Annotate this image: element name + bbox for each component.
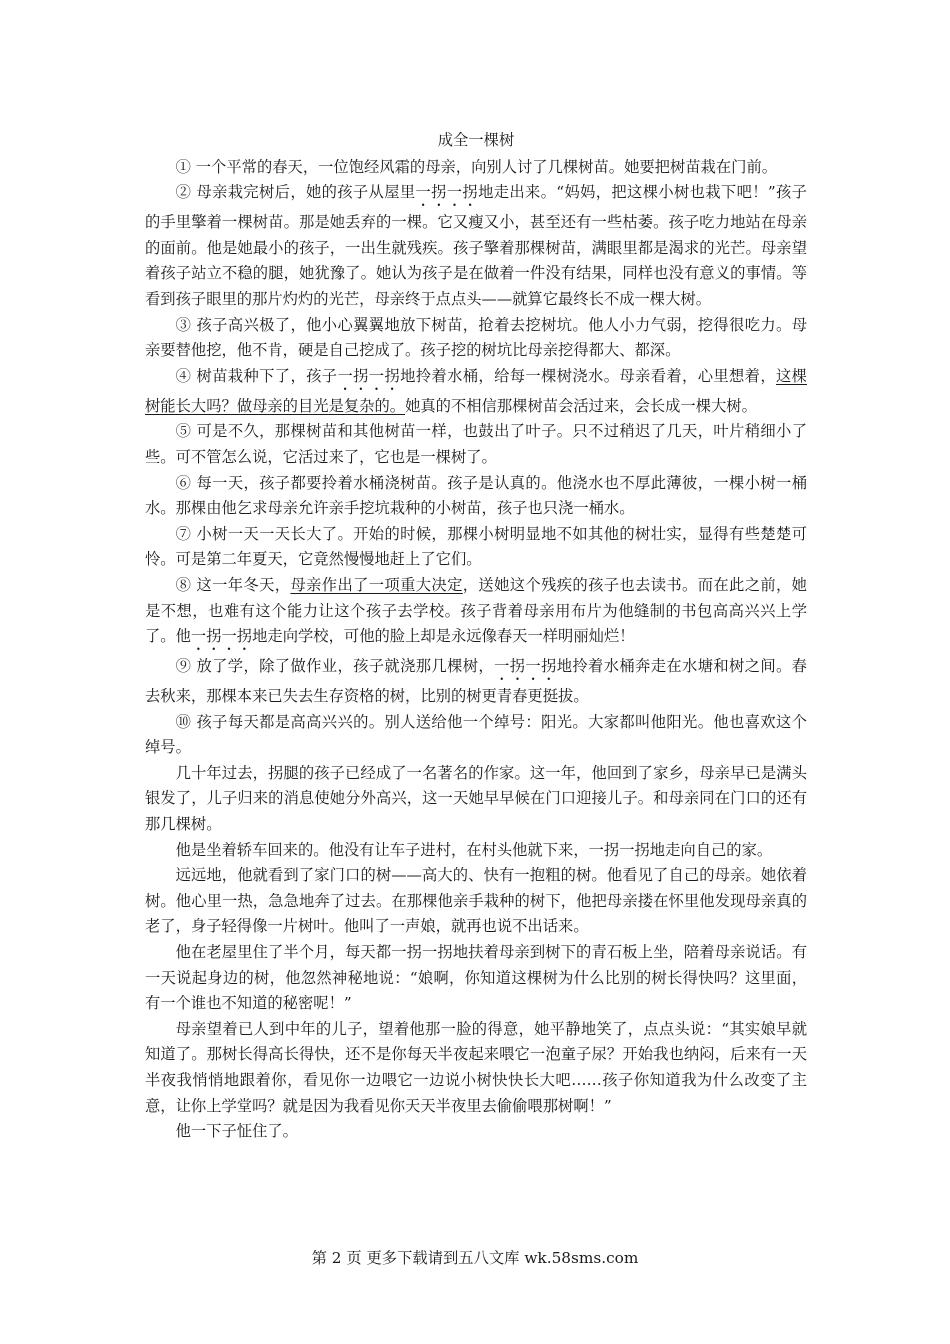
text-segment: 地拎着水桶奔走在水塘和树之间。春去秋来，那棵本来已失去生存资格的树，比别的树更青春更挺拔。: [145, 657, 807, 706]
paragraph: [145, 940, 807, 1017]
text-segment: ③ 孩子高兴极了，他小心翼翼地放下树苗，抢着去挖树坑。他人小力气弱，挖得很吃力。母亲要替他挖，他不肯，硬是自己挖成了。孩子挖的树坑比母亲挖得都大、都深。: [145, 315, 807, 360]
underlined-text: 这棵树能长大吗？做母亲的目光是复杂的。: [145, 366, 807, 415]
text-segment: 他是坐着轿车回来的。他没有让车子进村，在村头他就下来，一拐一拐地走向自己的家。: [175, 840, 773, 859]
text-segment: ⑤ 可是不久，那棵树苗和其他树苗一样，也鼓出了叶子。只不过稍迟了几天，叶片稍细小了些。可不管怎么说，它活过来了，它也是一棵树了。: [145, 422, 807, 466]
text-segment: 地拎着水桶，给每一棵树浇水。母亲看着，心里想着，: [400, 366, 777, 385]
page-footer: 第 2 页 更多下载请到五八文库 wk.58sms.com: [311, 1249, 639, 1267]
text-segment: 远远地，他就看到了家门口的树——高大的、快有一抱粗的树。他看见了自己的母亲。她依着树。他心里一热，急急地奔了过去。在那棵他亲手栽种的树下，他把母亲搂在怀里他发现母亲真的老了，身子轻得像一片树叶。他叫了一声娘，就再也说不出话来。: [145, 866, 807, 936]
paragraph: [145, 710, 807, 761]
text-segment: ① 一个平常的春天，一位饱经风霜的母亲，向别人讨了几棵树苗。她要把树苗栽在门前。: [175, 157, 778, 176]
text-segment: ⑥ 每一天，孩子都要拎着水桶浇树苗。孩子是认真的。他浇水也不厚此薄彼，一棵小树一桶水。那棵由他乞求母亲允许亲手挖坑栽种的小树苗，孩子也只浇一桶水。: [145, 473, 807, 518]
paragraph: [145, 838, 807, 864]
underlined-text: 母亲作出了一项重大决定: [290, 575, 463, 594]
text-segment: ⑧ 这一年冬天，: [175, 575, 291, 594]
paragraph: [145, 364, 807, 420]
text-segment: 她真的不相信那棵树苗会活过来，会长成一棵大树。: [405, 396, 757, 415]
paragraph: [145, 522, 807, 573]
document-title: 成全一棵树: [437, 131, 515, 149]
emphasis-dot-text: 一拐一拐: [337, 366, 401, 385]
text-segment: ，送她这个残疾的孩子也去读书。而在此之前，她是不想，也难有这个能力让这个孩子去学校。孩子背着母亲用布片为他缝制的书包高高兴兴上学了。他: [145, 575, 807, 646]
text-segment: ④ 树苗栽种下了，孩子: [175, 366, 338, 385]
paragraph-list: [145, 155, 807, 1145]
paragraph: [145, 863, 807, 940]
text-segment: 地走出来。“妈妈，把这棵小树也栽下吧！”孩子的手里擎着一棵树苗。那是她丢弃的一棵。它又瘦又小，甚至还有一些枯萎。孩子吃力地站在母亲的面前。他是她最小的孩子，一出生就残疾。孩子擎着那棵树苗，满眼里都是渴求的光芒。母亲望着孩子站立不稳的腿，她犹豫了。她认为孩子是在做着一件没有结果，同样也没有意义的事情。等看到孩子眼里的那片灼灼的光芒，母亲终于点点头——就算它最终长不成一棵大树。: [145, 183, 807, 308]
text-segment: ② 母亲栽完树后，她的孩子从屋里: [175, 183, 416, 202]
paragraph: [145, 573, 807, 654]
text-segment: 他一下子怔住了。: [175, 1122, 298, 1141]
text-segment: 母亲望着已人到中年的儿子，望着他那一脸的得意，她平静地笑了，点点头说：“其实娘早就知道了。那树长得高长得快，还不是你每天半夜起来喂它一泡童子尿？开始我也纳闷，后来有一天半夜我悄悄地跟着你，看见你一边喂它一边说小树快快长大吧……孩子你知道我为什么改变了主意，让你上学堂吗？就是因为我看见你天天半夜里去偷偷喂那树啊！”: [145, 1019, 807, 1115]
text-segment: 几十年过去，拐腿的孩子已经成了一名著名的作家。这一年，他回到了家乡，母亲早已是满头银发了，儿子归来的消息使她分外高兴，这一天她早早候在门口迎接儿子。和母亲同在门口的还有那几棵树。: [145, 763, 807, 834]
emphasis-dot-text: 一拐一拐: [415, 183, 479, 202]
text-segment: ⑦ 小树一天一天长大了。开始的时候，那棵小树明显地不如其他的树壮实，显得有些楚楚可怜。可是第二年夏天，它竟然慢慢地赶上了它们。: [145, 524, 807, 569]
text-segment: ⑨ 放了学，除了做作业，孩子就浇那几棵树，: [175, 657, 495, 676]
document-body: [145, 128, 807, 1145]
emphasis-dot-text: 一拐一拐: [190, 627, 253, 646]
paragraph: [145, 1119, 807, 1145]
paragraph: [145, 1017, 807, 1119]
emphasis-dot-text: 一拐一拐: [494, 657, 557, 676]
text-segment: ⑩ 孩子每天都是高高兴兴的。别人送给他一个绰号：阳光。大家都叫他阳光。他也喜欢这个绰号。: [145, 712, 807, 757]
paragraph: [145, 761, 807, 838]
paragraph: [145, 313, 807, 364]
paragraph: [145, 654, 807, 710]
text-segment: 地走向学校，可他的脸上却是永远像春天一样明丽灿烂！: [252, 627, 635, 646]
paragraph: [145, 471, 807, 522]
paragraph: [145, 180, 807, 312]
paragraph: [145, 155, 807, 181]
paragraph: [145, 419, 807, 470]
text-segment: 他在老屋里住了半个月，每天都一拐一拐地扶着母亲到树下的青石板上坐，陪着母亲说话。有一天说起身边的树，他忽然神秘地说：“娘啊，你知道这棵树为什么比别的树长得快吗？这里面，有一个谁也不知道的秘密呢！”: [145, 943, 807, 1013]
